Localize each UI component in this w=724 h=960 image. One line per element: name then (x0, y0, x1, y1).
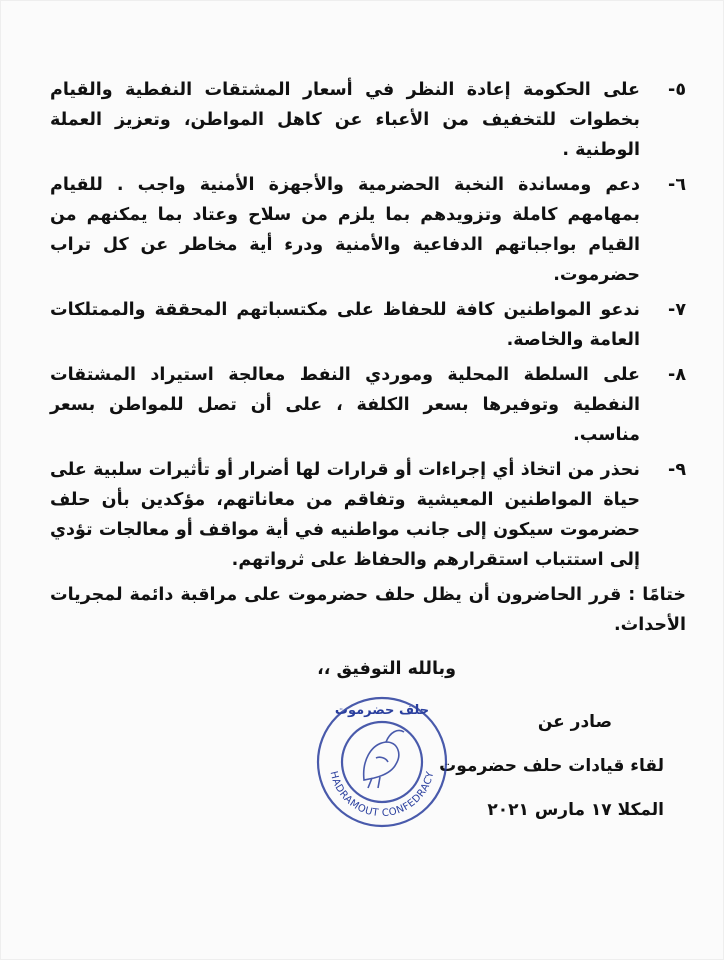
item-6 (50, 170, 686, 290)
issued-by: صادر عن (537, 712, 612, 732)
closing-paragraph: ختامًا : قرر الحاضرون أن يظل حلف حضرموت على مراقبة دائمة لمجريات الأحداث. (50, 585, 686, 635)
official-stamp-icon (312, 692, 452, 832)
item-text: على السلطة المحلية وموردي النفط معالجة استيراد المشتقات النفطية وتوفيرها بسعر الكلفة ، على أن تصل للمواطن بسعر مناسب. (50, 365, 640, 445)
signature-block (439, 700, 664, 832)
thanks-line: وبالله التوفيق ،، (317, 659, 456, 679)
item-text: على الحكومة إعادة النظر في أسعار المشتقات النفطية والقيام بخطوات للتخفيف من الأعباء عن كاهل المواطن، وتعزيز العملة الوطنية . (50, 80, 640, 160)
item-number: ٨- (668, 365, 686, 385)
item-number: ٧- (668, 300, 686, 320)
place-date: المكلا ١٧ مارس ٢٠٢١ (487, 800, 664, 820)
item-text: دعم ومساندة النخبة الحضرمية والأجهزة الأمنية واجب . للقيام بمهامهم كاملة وتزويدهم بما يلزم من سلاح وعتاد بما يمكنهم من القيام بواجباتهم الدفاعية والأمنية ودرء أية مخاطر عن كل تراب حضرموت. (50, 175, 640, 285)
item-text: ندعو المواطنين كافة للحفاظ على مكتسباتهم المحققة والممتلكات العامة والخاصة. (50, 300, 640, 350)
item-7 (50, 295, 686, 355)
item-number: ٥- (668, 80, 686, 100)
item-text: نحذر من اتخاذ أي إجراءات أو قرارات لها أضرار أو تأثيرات سلبية على حياة المواطنين المعيشية وتفاقم من معاناتهم، مؤكدين بأن حلف حضرموت سيكون إلى جانب مواطنيه في أية مواقف أو معالجات تؤدي إلى استتباب استقرارهم والحفاظ على ثرواتهم. (50, 460, 640, 570)
item-number: ٦- (668, 175, 686, 195)
stamp-arabic-text: حلف حضرموت (334, 703, 430, 718)
item-9 (50, 455, 686, 575)
item-number: ٩- (668, 460, 686, 480)
stamp-english-text: HADRAMOUT CONFEDRACY (327, 770, 437, 820)
item-5 (50, 75, 686, 165)
organization-name: لقاء قيادات حلف حضرموت (439, 756, 664, 776)
item-8 (50, 360, 686, 450)
statement-body (50, 75, 686, 684)
